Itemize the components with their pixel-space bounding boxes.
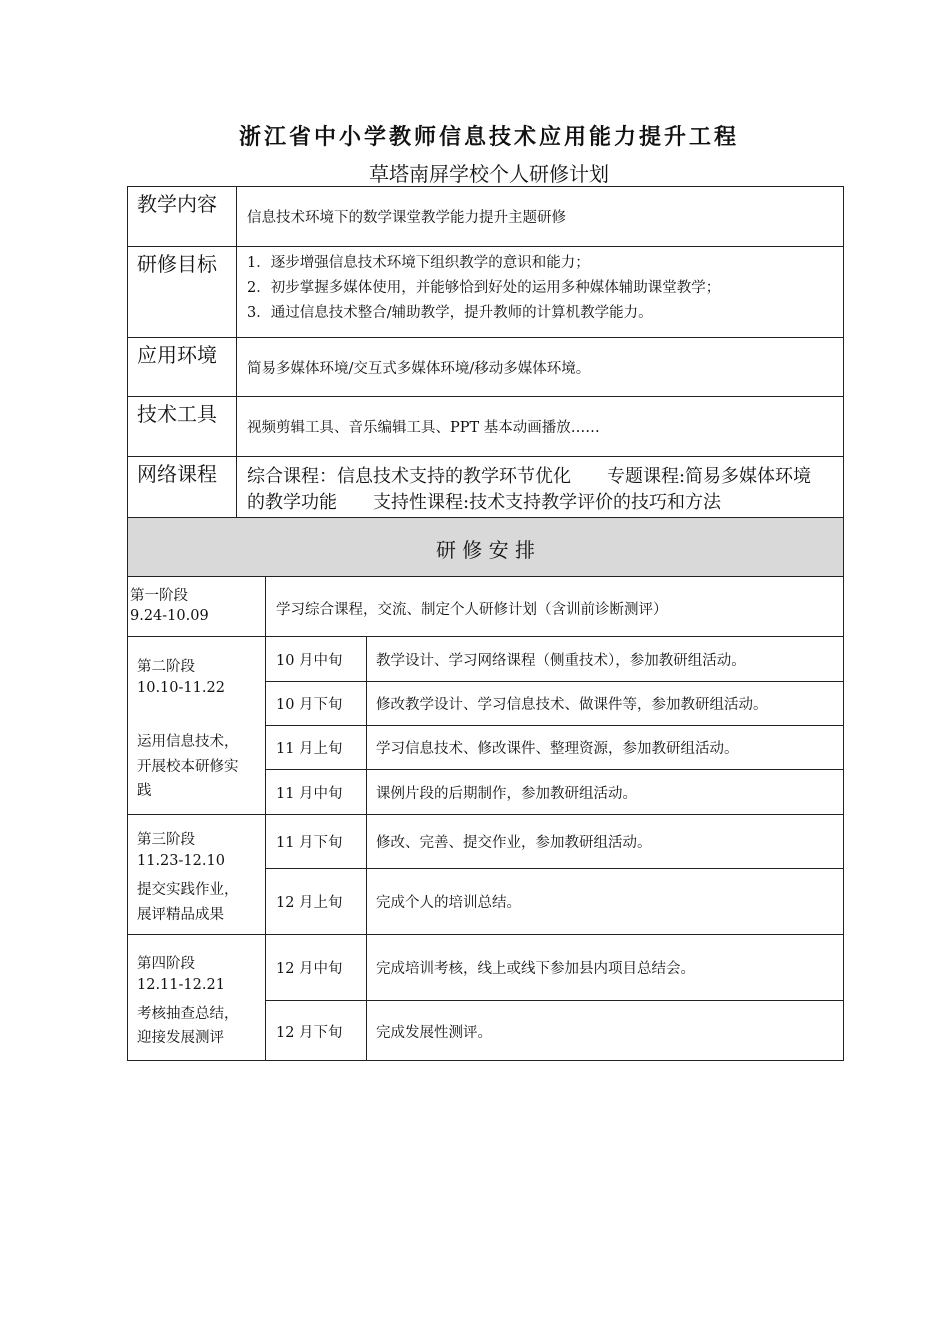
stage-line: 考核抽查总结， <box>137 1006 239 1022</box>
stage-line: 第四阶段 <box>137 956 195 972</box>
schedule-task: 完成个人的培训总结。 <box>376 895 521 911</box>
schedule-period: 11 月上旬 <box>276 741 343 757</box>
schedule-task: 修改教学设计、学习信息技术、做课件等，参加教研组活动。 <box>376 697 768 713</box>
schedule-task: 完成培训考核，线上或线下参加县内项目总结会。 <box>376 961 695 977</box>
row-content-line: 的教学功能 支持性课程:技术支持教学评价的技巧和方法 <box>247 492 722 513</box>
schedule-task: 修改、完善、提交作业，参加教研组活动。 <box>376 835 652 851</box>
stage-line: 践 <box>137 783 152 799</box>
schedule-task: 教学设计、学习网络课程（侧重技术），参加教研组活动。 <box>376 653 746 669</box>
schedule-period: 10 月中旬 <box>276 653 343 669</box>
row-content-line: 2．初步掌握多媒体使用，并能够恰到好处的运用多种媒体辅助课堂教学； <box>247 280 721 296</box>
schedule-period: 12 月下旬 <box>276 1025 343 1041</box>
stage-line: 12.11-12.21 <box>137 977 225 993</box>
row-content-line: 1．逐步增强信息技术环境下组织教学的意识和能力； <box>247 255 590 271</box>
schedule-period: 10 月下旬 <box>276 697 343 713</box>
stage-line: 开展校本研修实 <box>137 759 239 775</box>
row-label: 网络课程 <box>137 462 217 486</box>
stage-line: 展评精品成果 <box>137 907 224 923</box>
schedule-period: 12 月上旬 <box>276 895 343 911</box>
stage-line: 11.23-12.10 <box>137 853 225 869</box>
stage-line: 提交实践作业， <box>137 882 239 898</box>
arrangement-header-text: 研 修 安 排 <box>435 538 536 562</box>
schedule-task: 完成发展性测评。 <box>376 1025 492 1041</box>
stage-line: 10.10-11.22 <box>137 680 225 696</box>
row-content-line: 3．通过信息技术整合/辅助教学，提升教师的计算机教学能力。 <box>247 305 653 321</box>
row-content-line: 信息技术环境下的数学课堂教学能力提升主题研修 <box>247 210 566 226</box>
document-subtitle: 草塔南屏学校个人研修计划 <box>369 162 609 186</box>
row-content-line: 视频剪辑工具、音乐编辑工具、PPT 基本动画播放…… <box>247 420 600 436</box>
schedule-task: 课例片段的后期制作，参加教研组活动。 <box>376 786 637 802</box>
stage-line: 第一阶段 <box>130 588 188 604</box>
document-title: 浙江省中小学教师信息技术应用能力提升工程 <box>238 124 739 150</box>
stage-line: 9.24-10.09 <box>130 608 209 624</box>
row-label: 技术工具 <box>137 402 217 426</box>
row-content-line: 综合课程：信息技术支持的教学环节优化 专题课程:简易多媒体环境 <box>247 466 812 487</box>
stage1-content: 学习综合课程，交流、制定个人研修计划（含训前诊断测评） <box>276 602 668 618</box>
row-label: 应用环境 <box>137 343 217 367</box>
row-content-line: 简易多媒体环境/交互式多媒体环境/移动多媒体环境。 <box>247 361 591 377</box>
schedule-task: 学习信息技术、修改课件、整理资源，参加教研组活动。 <box>376 741 739 757</box>
stage-line: 迎接发展测评 <box>137 1030 224 1046</box>
stage-line: 第三阶段 <box>137 832 195 848</box>
schedule-period: 11 月下旬 <box>276 835 343 851</box>
schedule-period: 11 月中旬 <box>276 786 343 802</box>
stage-line: 第二阶段 <box>137 659 195 675</box>
row-label: 教学内容 <box>137 192 217 216</box>
stage-line: 运用信息技术， <box>137 734 239 750</box>
row-label: 研修目标 <box>137 252 217 276</box>
schedule-period: 12 月中旬 <box>276 961 343 977</box>
